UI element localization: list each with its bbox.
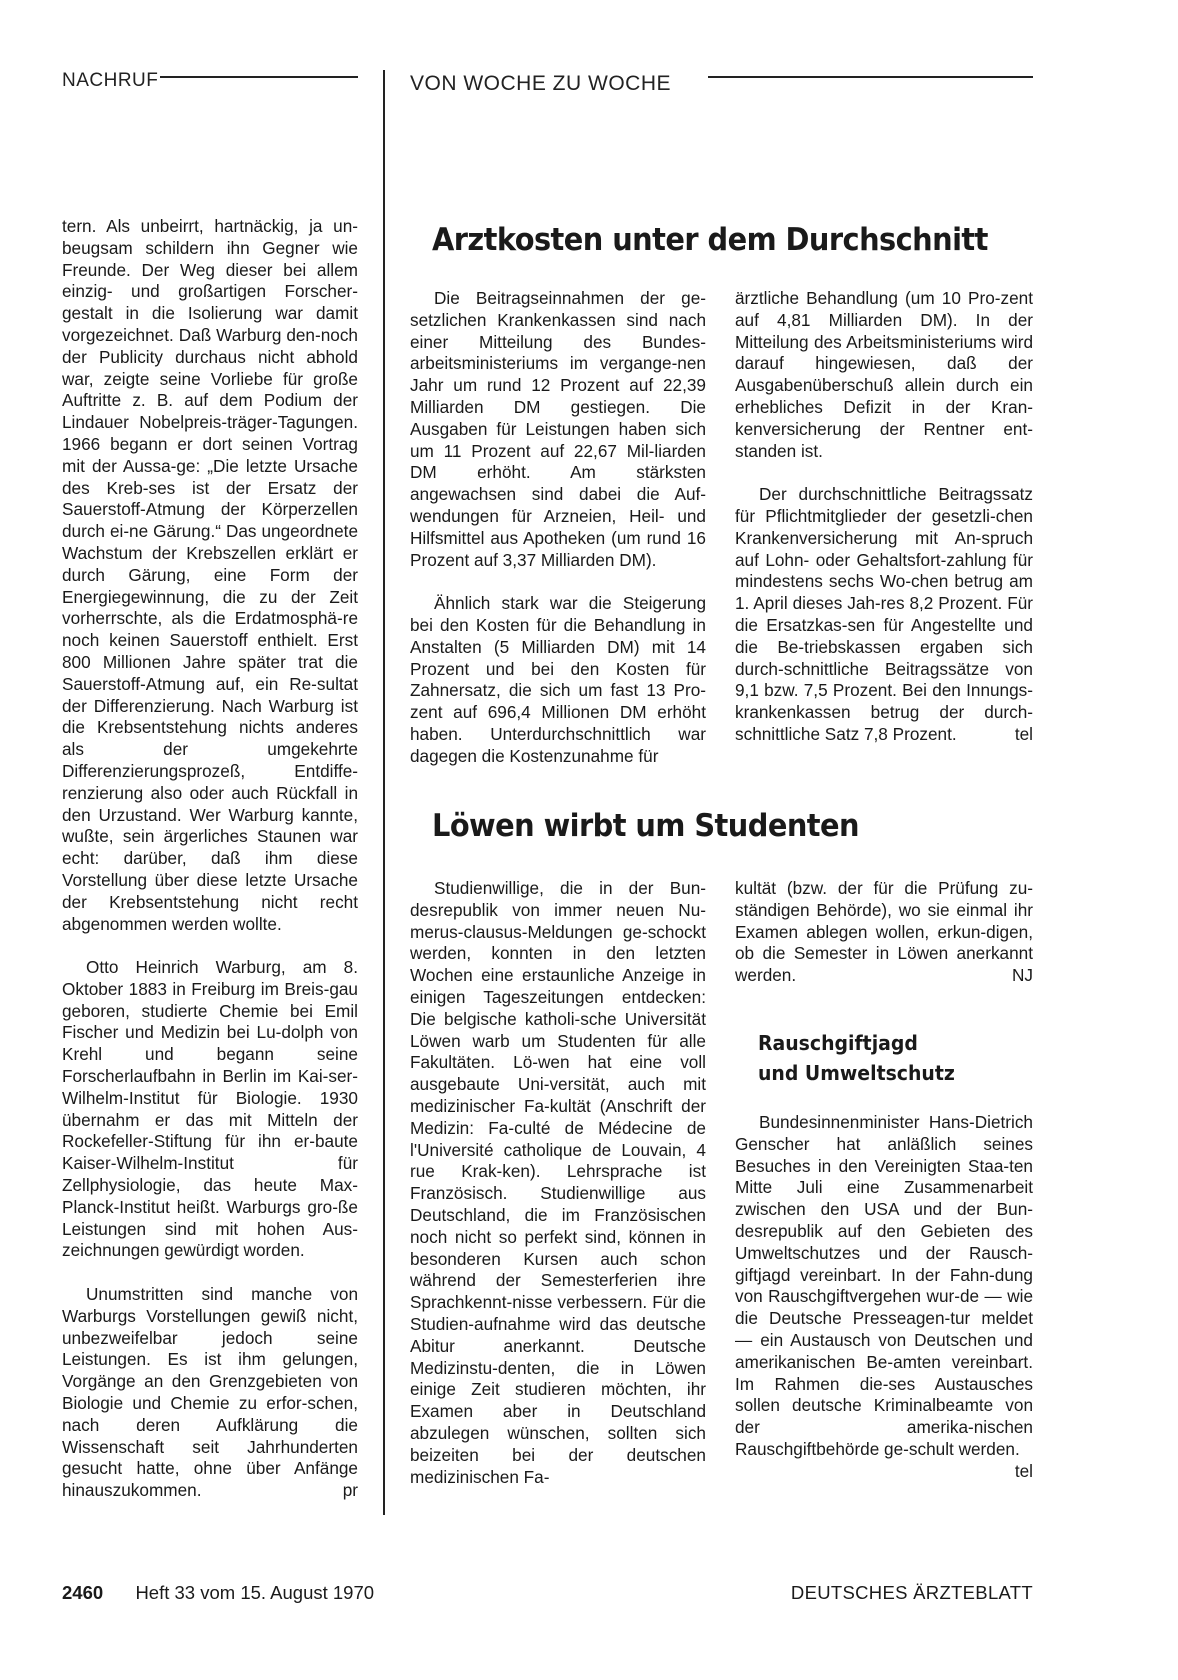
obituary-signature: pr (342, 1480, 358, 1501)
page-number: 2460 (62, 1582, 104, 1603)
article3-headline-line-1: Rauschgiftjagd (758, 1031, 918, 1055)
article2-paragraph-2-text: kultät (bzw. der für die Prüfung zu-ständigen Behörde), wo sie einmal ihr Examen ablegen wollen, erkun-digen, ob die Semester in Löwen anerkannt werden. (735, 878, 1033, 986)
column-divider (383, 70, 385, 1515)
header-rule-right (708, 76, 1033, 78)
section-label-nachruf: NACHRUF (62, 70, 159, 91)
obituary-paragraph-2: Otto Heinrich Warburg, am 8. Oktober 1883 in Freiburg im Breis-gau geboren, studierte Chemie bei Emil Fischer und Medizin bei Lu-dolph von Krehl und begann seine Forscherlaufbahn in Berlin im Kai-ser-Wilhelm-Institut für Biologie. 1930 übernahm er das mit Mitteln der Rockefeller-Stiftung für ihn er-baute Kaiser-Wilhelm-Institut für Zellphysiologie, das heute Max-Planck-Institut heißt. Warburgs gro-ße Leistungen sind mit hohen Aus-zeichnungen gewürdigt worden. (62, 957, 358, 1261)
obituary-paragraph-3 (62, 1284, 358, 1502)
article3-paragraph-1 (735, 1112, 1033, 1481)
article1-paragraph-1: Die Beitragseinnahmen der ge-setzlichen Krankenkassen sind nach einer Mitteilung des Bundes-arbeitsministeriums im vergange-nen Jahr um rund 12 Prozent auf 22,39 Milliarden DM gestiegen. Die Ausgaben für Leistungen haben sich um 11 Prozent auf 22,67 Mil-liarden DM erhöht. Am stärksten angewachsen sind dabei die Auf-wendungen für Arzneien, Heil- und Hilfsmittel aus Apotheken (um rund 16 Prozent auf 3,37 Milliarden DM). (410, 288, 706, 570)
obituary-paragraph-3-text: Unumstritten sind manche von Warburgs Vorstellungen gewiß nicht, unbezweifelbar jedoch seine Leistungen. Es ist ihm gelungen, Vorgänge an den Grenzgebieten von Biologie und Chemie zu erfor-schen, nach deren Aufklärung die Wissenschaft seit Jahrhunderten gesucht hatte, ohne über Anfänge hinauszukommen. (62, 1284, 358, 1501)
article3-signature: tel (1014, 1460, 1033, 1481)
article1-headline: Arztkosten unter dem Durchschnitt (432, 222, 988, 258)
article3-column (735, 1112, 1033, 1483)
article2-column-1 (410, 878, 706, 1488)
article1-signature: tel (1014, 723, 1033, 744)
article2-column-2 (735, 878, 1033, 987)
issue-info: Heft 33 vom 15. August 1970 (135, 1582, 375, 1603)
article3-headline-line-2: und Umweltschutz (758, 1061, 955, 1085)
article1-paragraph-4-text: Der durchschnittliche Beitragssatz für Pflichtmitglieder der gesetzli-chen Krankenversicherung mit An-spruch auf Lohn- oder Gehaltsfort-zahlung für mindestens sechs Wo-chen betrug am 1. April dieses Jah-res 8,2 Prozent. Für die Ersatzkas-sen für Angestellte und die Be-triebskassen ergaben sich durch-schnittliche Beitragssätze von 9,1 bzw. 7,5 Prozent. Bei den Innungs-krankenkassen betrug der durch-schnittliche Satz 7,8 Prozent. (735, 484, 1033, 744)
article1-paragraph-4 (735, 484, 1033, 746)
article1-column-2 (735, 288, 1033, 746)
article3-headline (758, 1028, 972, 1088)
article2-headline: Löwen wirbt um Studenten (432, 808, 859, 844)
header-rule-left (160, 76, 358, 78)
article1-paragraph-2: Ähnlich stark war die Steigerung bei den Kosten für die Behandlung in Anstalten (5 Milliarden DM) mit 14 Prozent und bei den Kosten für Zahnersatz, die sich um fast 13 Pro-zent auf 696,4 Millionen DM erhöht haben. Unterdurchschnittlich war dagegen die Kostenzunahme für (410, 593, 706, 766)
article1-column-1 (410, 288, 706, 768)
publication-name: DEUTSCHES ÄRZTEBLATT (790, 1582, 1033, 1603)
article3-paragraph-1-text: Bundesinnenminister Hans-Dietrich Genscher hat anläßlich seines Besuches in den Vereinigten Staa-ten Mitte Juli eine Zusammenarbeit zwischen den USA und der Bun-desrepublik auf den Gebieten des Umweltschutzes und der Rausch-giftjagd vereinbart. In der Fahn-dung von Rauschgiftvergehen wur-de — wie die Deutsche Presseagen-tur meldet — ein Austausch von Deutschen und amerikanischen Be-amten vereinbart. Im Rahmen die-ses Austausches sollen deutsche Kriminalbeamte von der amerika-nischen Rauschgiftbehörde ge-schult werden. (735, 1112, 1033, 1459)
article2-paragraph-1: Studienwillige, die in der Bun-desrepublik von immer neuen Nu-merus-clausus-Meldungen ge-schockt werden, konnten in den letzten Wochen eine erstaunliche Anzeige in einigen Tageszeitungen entdecken: Die belgische katholi-sche Universität Löwen warb um Studenten für alle Fakultäten. Lö-wen hat eine voll ausgebaute Uni-versität, auch mit medizinischer Fa-kultät (Anschrift der Medizin: Fa-culté de Médecine de l'Université catholique de Louvain, 4 rue Krak-ken). Lehrsprache ist Französisch. Studienwillige aus Deutschland, die im Französischen noch nicht so perfekt sind, können in besonderen Kursen auch schon während der Semesterferien ihre Sprachkennt-nisse verbessern. Für die Studien-aufnahme wird das deutsche Abitur anerkannt. Deutsche Medizinstu-denten, die in Löwen einige Zeit studieren möchten, ihr Examen aber in Deutschland abzulegen wünschen, sollten sich beizeiten bei der deutschen medizinischen Fa- (410, 878, 706, 1487)
obituary-paragraph-1: tern. Als unbeirrt, hartnäckig, ja un-beugsam schildern ihn Gegner wie Freunde. Der Weg dieser bei allem einzig- und großartigen Forscher-gestalt in die Isolierung war damit vorgezeichnet. Daß Warburg den-noch der Publicity durchaus nicht abhold war, zeigte seine Vorliebe für große Auftritte z. B. auf dem Podium der Lindauer Nobelpreis-träger-Tagungen. 1966 begann er dort seinen Vortrag mit der Aussa-ge: „Die letzte Ursache des Kreb-ses ist der Ersatz der Sauerstoff-Atmung der Körperzellen durch ei-ne Gärung.“ Das ungeordnete Wachstum der Krebszellen erklärt er durch Gärung, eine Form der Energiegewinnung, die zu der Zeit vorherrschte, als die Erdatmosphä-re noch keinen Sauerstoff enthielt. Erst 800 Millionen Jahre später trat die Sauerstoff-Atmung auf, ein Re-sultat der Differenzierung. Nach Warburg ist die Krebsentstehung nichts anderes als der umgekehrte Differenzierungsprozeß, Entdiffe-renzierung also oder auch Rückfall in den Urzustand. Wer Warburg kannte, wußte, sein ärgerliches Staunen war echt: darüber, daß ihm diese Vorstellung über diese letzte Ursache der Krebsentstehung nicht recht abgenommen werden wollte. (62, 216, 358, 934)
footer-left (62, 1582, 374, 1604)
article2-signature: NJ (1011, 965, 1033, 986)
section-label-von-woche-zu-woche: VON WOCHE ZU WOCHE (410, 72, 671, 95)
article2-paragraph-2 (735, 878, 1033, 987)
obituary-column (62, 216, 358, 1502)
article1-paragraph-3: ärztliche Behandlung (um 10 Pro-zent auf 4,81 Milliarden DM). In der Mitteilung des Arbeitsministeriums wird darauf hingewiesen, daß der Ausgabenüberschuß allein durch ein erhebliches Defizit in der Kran-kenversicherung der Rentner ent-standen ist. (735, 288, 1033, 461)
